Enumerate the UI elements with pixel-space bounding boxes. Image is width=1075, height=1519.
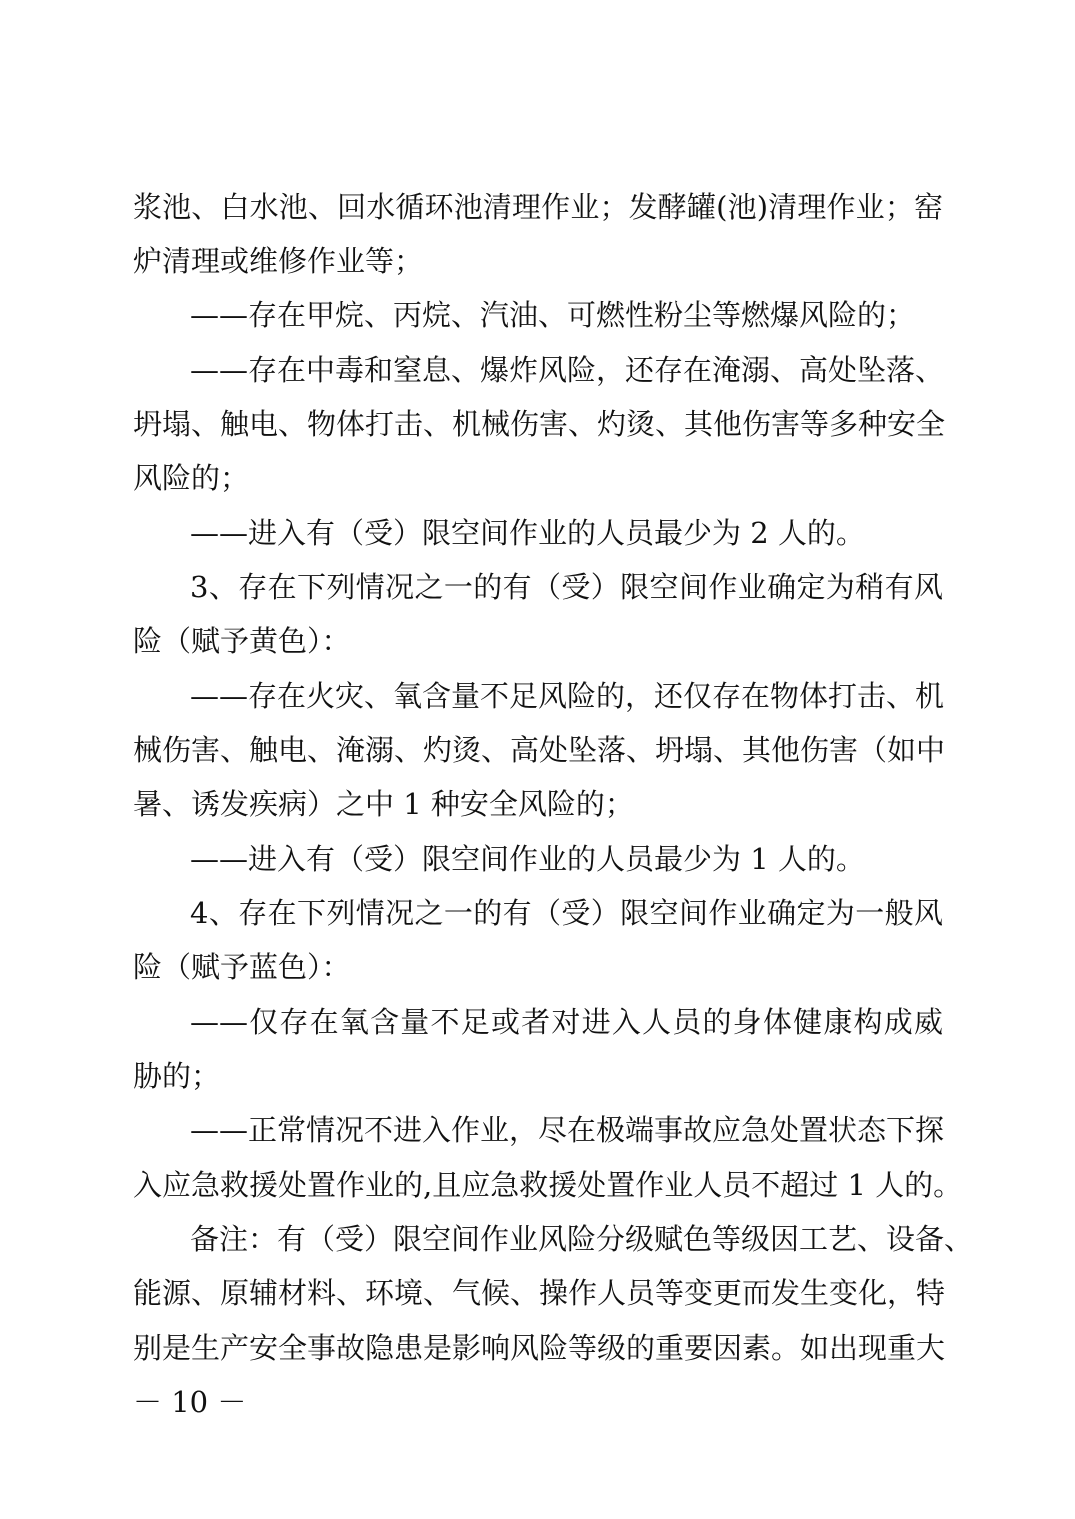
text-line-22: 别是生产安全事故隐患是影响风险等级的重要因素。如出现重大 — [133, 1331, 946, 1365]
text-line-17: 胁的； — [133, 1059, 221, 1093]
text-line-9: 险（赋予黄色）： — [133, 624, 351, 658]
text-line-16: ——仅存在氧含量不足或者对进入人员的身体健康构成威 — [190, 1005, 943, 1039]
text-line-1: 浆池、白水池、回水循环池清理作业；发酵罐(池)清理作业；窑 — [133, 190, 943, 224]
text-line-10: ——存在火灾、氧含量不足风险的，还仅存在物体打击、机 — [190, 679, 945, 713]
text-line-13: ——进入有（受）限空间作业的人员最少为 1 人的。 — [190, 842, 865, 876]
text-line-6: 风险的； — [133, 461, 250, 495]
text-line-3: ——存在甲烷、丙烷、汽油、可燃性粉尘等燃爆风险的； — [190, 298, 916, 332]
text-line-12: 暑、诱发疾病）之中 1 种安全风险的； — [133, 787, 634, 821]
text-line-8: 3、存在下列情况之一的有（受）限空间作业确定为稍有风 — [190, 570, 943, 604]
text-line-15: 险（赋予蓝色）： — [133, 950, 351, 984]
text-line-20: 备注：有（受）限空间作业风险分级赋色等级因工艺、设备、 — [190, 1222, 974, 1256]
text-line-19: 入应急救援处置作业的,且应急救援处置作业人员不超过 1 人的。 — [133, 1168, 963, 1202]
text-line-18: ——正常情况不进入作业，尽在极端事故应急处置状态下探 — [190, 1113, 945, 1147]
text-line-2: 炉清理或维修作业等； — [133, 244, 424, 278]
text-line-21: 能源、原辅材料、环境、气候、操作人员等变更而发生变化，特 — [133, 1276, 946, 1310]
page-number: － 10 － — [133, 1385, 247, 1419]
text-line-4: ——存在中毒和窒息、爆炸风险，还存在淹溺、高处坠落、 — [190, 353, 945, 387]
text-line-11: 械伤害、触电、淹溺、灼烫、高处坠落、坍塌、其他伤害（如中 — [133, 733, 946, 767]
text-line-14: 4、存在下列情况之一的有（受）限空间作业确定为一般风 — [190, 896, 943, 930]
text-line-5: 坍塌、触电、物体打击、机械伤害、灼烫、其他伤害等多种安全 — [133, 407, 946, 441]
text-line-7: ——进入有（受）限空间作业的人员最少为 2 人的。 — [190, 516, 865, 550]
